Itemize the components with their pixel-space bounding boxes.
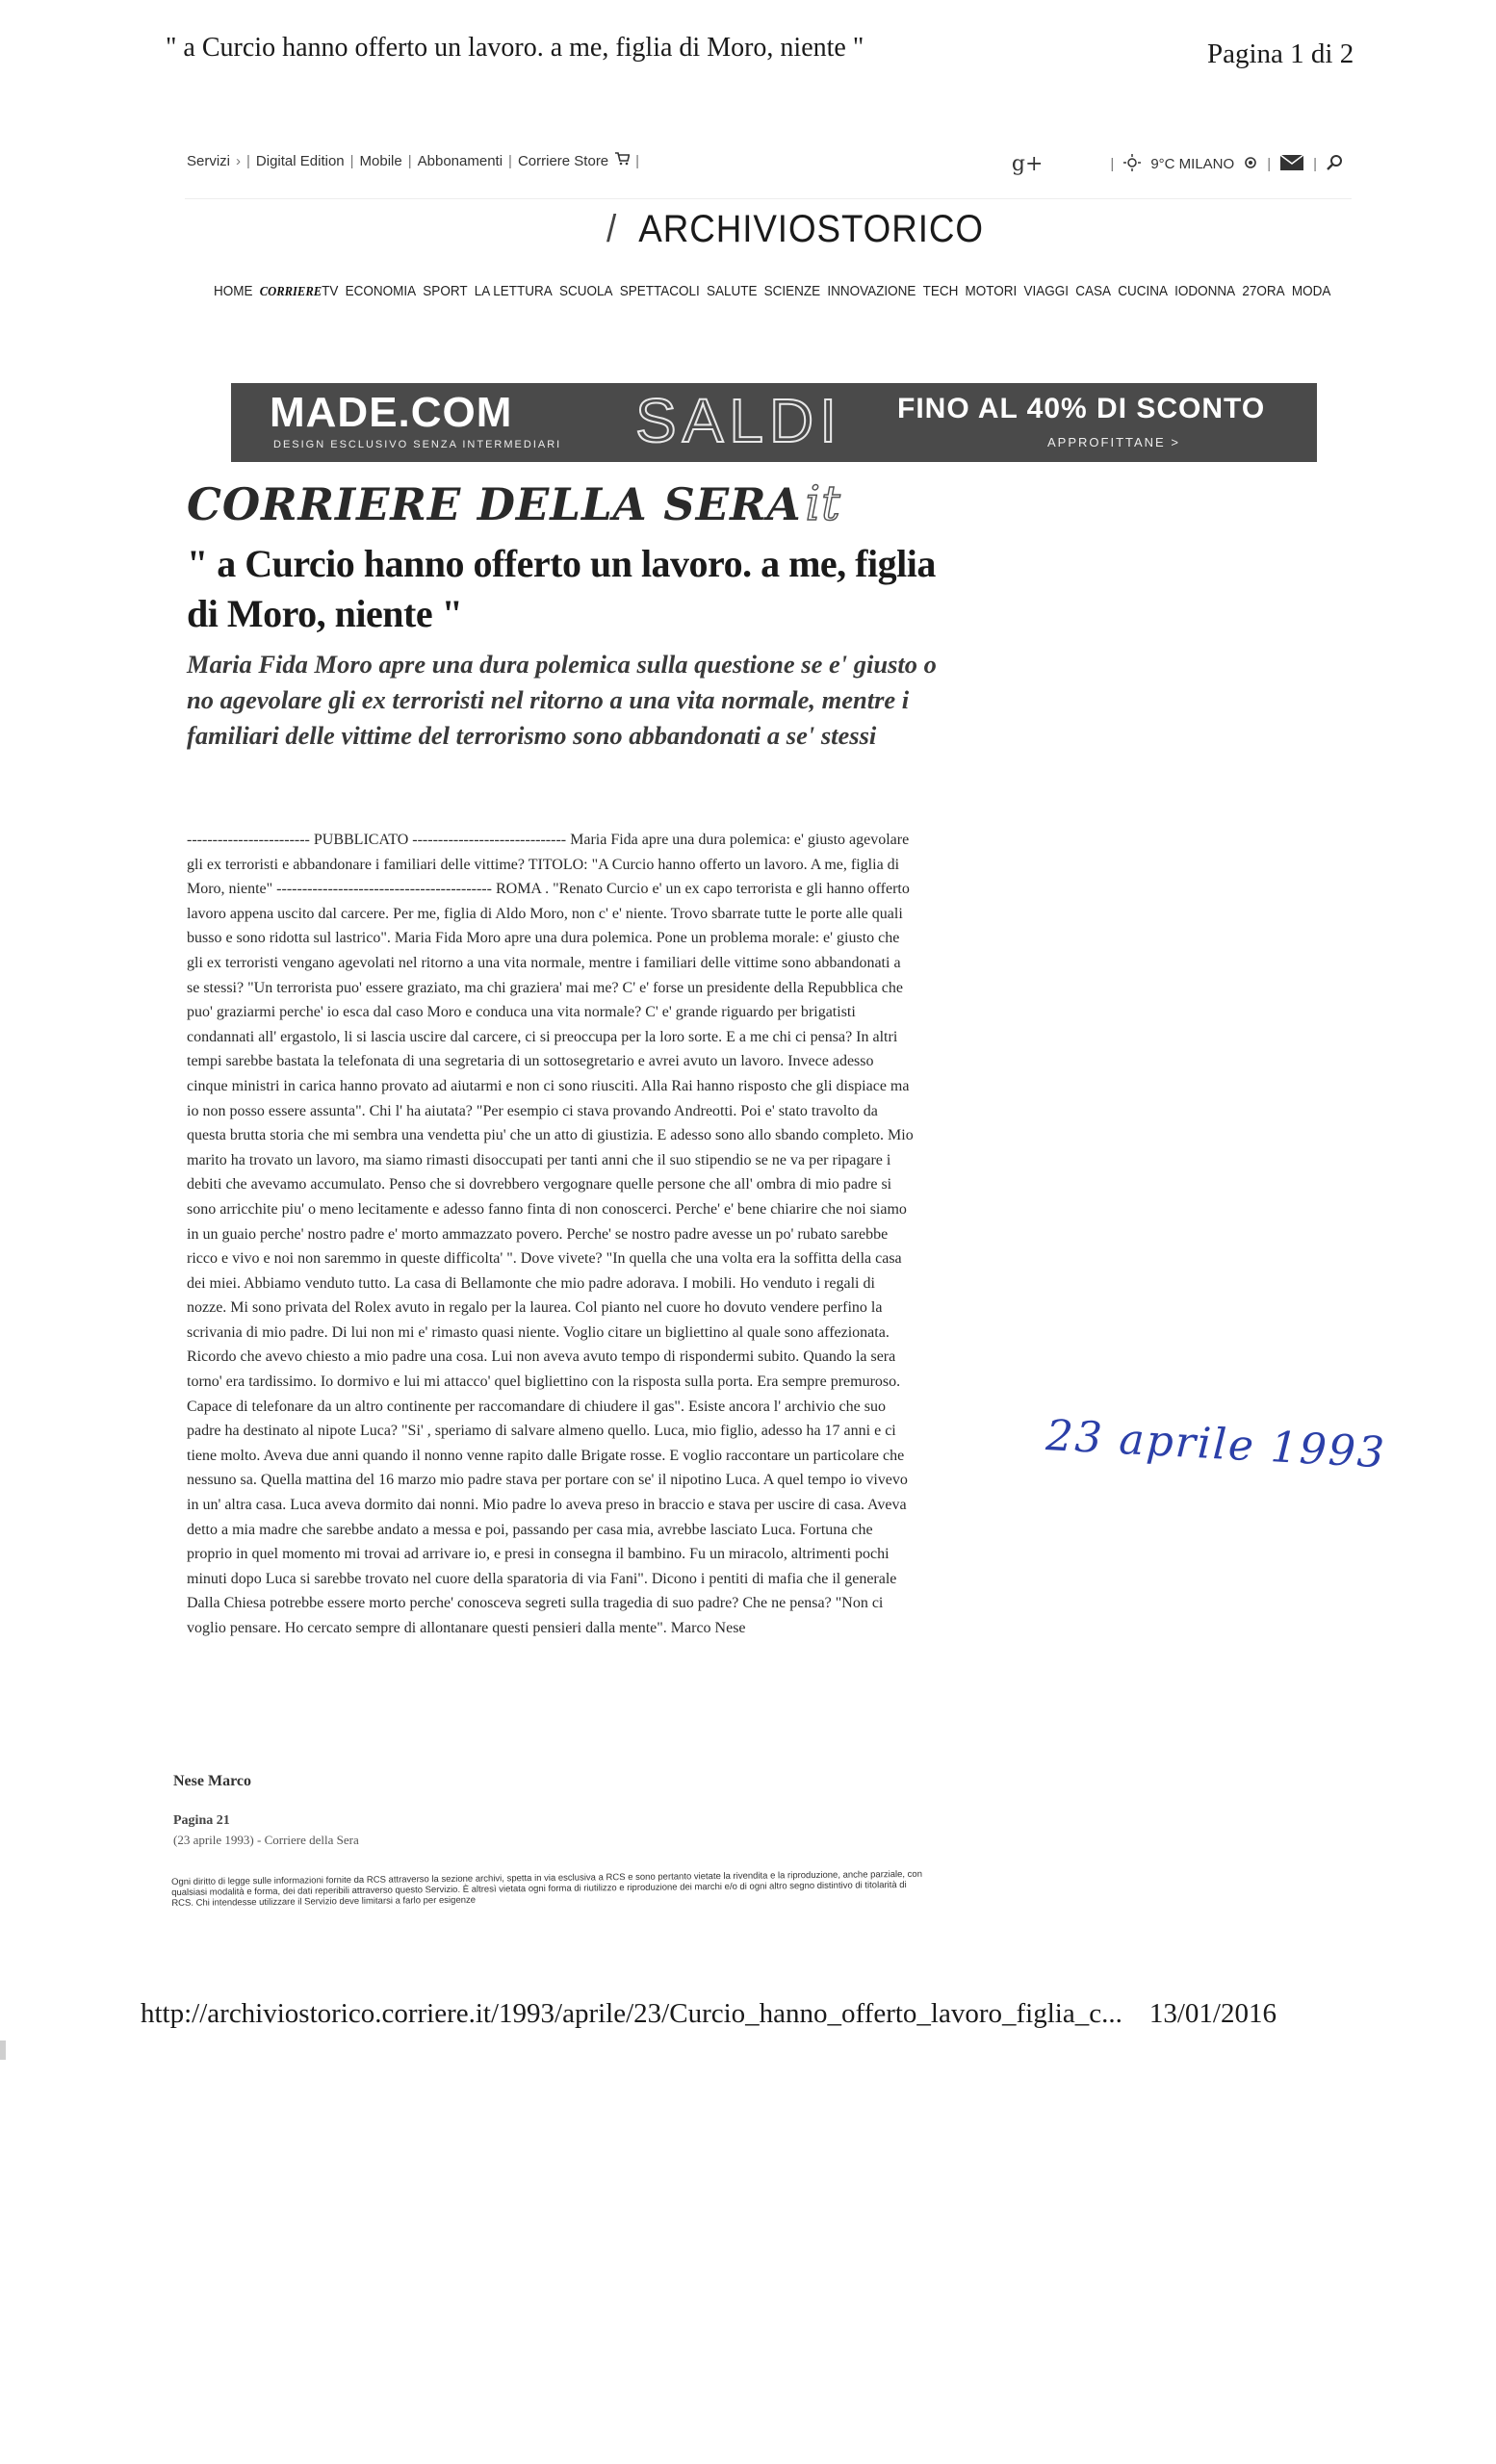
nav-item-27ora[interactable]: 27ORA xyxy=(1242,283,1285,299)
nav-item-motori[interactable]: MOTORI xyxy=(965,283,1018,299)
weather-readout[interactable]: 9°C MILANO xyxy=(1150,156,1235,172)
separator: | xyxy=(407,152,412,169)
nav-item-cucina[interactable]: CUCINA xyxy=(1118,283,1168,299)
ad-offer: FINO AL 40% DI SCONTO xyxy=(897,393,1266,424)
article-body: ------------------------ PUBBLICATO ------------------------------ Maria Fida apre una dura polemica: e' giusto agevolare gli ex terroristi e abbandonare i familiari delle vittime? TITOLO: "A Curcio hanno offerto un lavoro. A me, figlia di Moro, niente" ------------------------------------------ ROMA . "Renato Curcio e' un ex capo terrorista e gli hanno offerto lavoro appena uscito dal carcere. Per me, figlia di Aldo Moro, non c' e' niente. Trovo sbarrate tutte le porte alle quali busso e sono ridotta sul lastrico". Maria Fida Moro apre una dura polemica. Pone un problema morale: e' giusto che gli ex terroristi vengano agevolati nel ritorno a una vita normale, mentre i familiari delle vittime sono abbandonati a se stessi? "Un terrorista puo' essere graziato, ma chi graziera' mai me? C' e' forse un presidente della Repubblica che puo' graziarmi perche' io esca dal caso Moro e conduca una vita normale? C' e' grande riguardo per brigatisti condannati all' ergastolo, li si lascia uscire dal carcere, ci si preoccupa per la loro sorte. E a me chi ci pensa? In altri tempi sarebbe bastata la telefonata di una segretaria di un sottosegretario e avrei avuto un lavoro. Invece adesso cinque ministri in carica hanno provato ad aiutarmi e non ci sono riusciti. Alla Rai hanno risposto che gli dispiace ma io non posso essere assunta". Chi l' ha aiutata? "Per esempio ci stava provando Andreotti. Poi e' stato travolto da questa brutta storia che mi sembra una vendetta piu' che un atto di giustizia. E adesso sono allo sbando completo. Mio marito ha trovato un lavoro, ma siamo rimasti disoccupati per tanti anni che il suo stipendio se ne va per ripagare i debiti che avevamo accumulato. Penso che si dovrebbero vergognare quelle persone che all' ombra di mio padre si sono arricchite piu' o meno lecitamente e adesso fanno finta di non conoscerci. Perche' e' bene chiarire che noi siamo in un guaio perche' nostro padre e' morto ammazzato povero. Perche' se nostro padre avesse un po' rubato sarebbe ricco e vivo e noi non saremmo in queste difficolta' ". Dove vivete? "In quella che una volta era la soffitta della casa dei miei. Abbiamo venduto tutto. La casa di Bellamonte che mio padre adorava. I mobili. Ho venduto i regali di nozze. Mi sono privata del Rolex avuto in regalo per la laurea. Col pianto nel cuore ho dovuto vendere perfino la scrivania di mio padre. Di lui non mi e' rimasto quasi niente. Voglio citare un bigliettino al quale sono affezionata. Ricordo che avevo chiesto a mio padre una cosa. Lui non aveva avuto tempo di rispondermi subito. Quando la sera torno' era tardissimo. Io dormivo e lui mi attacco' quel bigliettino con la risposta sulla porta. Era sempre premuroso. Capace di telefonare da un altro continente per raccomandare di chiudere il gas". Esiste ancora l' archivio che suo padre ha destinato al nipote Luca? "Si' , speriamo di salvare almeno quello. Luca, mio figlio, adesso ha 17 anni e ci tiene molto. Aveva due anni quando il nonno venne rapito dalle Brigate rosse. E voglio raccontare un particolare che nessuno sa. Quella mattina del 16 marzo mio padre stava per portare con se' il nipotino Luca. A quel tempo io vivevo in un' altra casa. Luca aveva dormito dai nonni. Mio padre lo aveva preso in braccio e stava per uscire di casa. Aveva detto a mia madre che sarebbe andato a messa e poi, passando per casa mia, avrebbe lasciato Luca. Fortuna che proprio in quel momento mi trovai ad arrivare io, e presi in consegna il bambino. Fu un miracolo, altrimenti pochi minuti dopo Luca si sarebbe trovato nel cuore della sparatoria di via Fani". Dicono i pentiti di mafia che il generale Dalla Chiesa potrebbe essere morto perche' conosceva segreti sulla tragedia di suo padre? Che ne pensa? "Non ci voglio pensare. Ho cercato sempre di allontanare questi pensieri dalla mente". Marco Nese xyxy=(187,832,914,1636)
nav-item-innovazione[interactable]: INNOVAZIONE xyxy=(827,283,916,299)
print-footer xyxy=(141,1998,1277,2030)
nav-item-scuola[interactable]: SCUOLA xyxy=(559,283,613,299)
sun-icon xyxy=(1123,154,1141,175)
print-footer-date: 13/01/2016 xyxy=(1148,1998,1277,2029)
ad-cta[interactable]: APPROFITTANE > xyxy=(1047,435,1180,449)
newspaper-masthead xyxy=(187,475,841,531)
nav-item-corriere-tv[interactable] xyxy=(260,283,339,300)
article-subhead: Maria Fida Moro apre una dura polemica sulla questione se e' giusto o no agevolare gli ex terroristi nel ritorno a una vita normale, mentre i familiari delle vittime del terrorismo sono abbandonati a se' stessi xyxy=(187,650,937,750)
main-navigation xyxy=(214,283,1330,300)
print-header-title: " a Curcio hanno offerto un lavoro. a me, figlia di Moro, niente " xyxy=(166,33,864,63)
ad-banner[interactable] xyxy=(231,383,1317,462)
article-page-ref: Pagina 21 xyxy=(173,1813,230,1828)
nav-item-sport[interactable]: SPORT xyxy=(423,283,468,299)
nav-item-viaggi[interactable]: VIAGGI xyxy=(1023,283,1070,299)
utility-links xyxy=(187,152,639,169)
ad-saldi: SALDI xyxy=(635,386,842,455)
scan-edge-mark xyxy=(0,2040,6,2060)
chevron-right-icon: › xyxy=(236,152,242,169)
utility-link-digital-edition[interactable]: Digital Edition xyxy=(255,152,345,169)
article-date-source: (23 aprile 1993) - Corriere della Sera xyxy=(173,1833,359,1847)
utility-link-servizi[interactable]: Servizi xyxy=(187,152,231,169)
nav-item-home[interactable]: HOME xyxy=(214,283,253,299)
separator: | xyxy=(246,152,250,169)
corriere-tv-logo: CORRIERE xyxy=(259,285,322,299)
legal-disclaimer: Ogni diritto di legge sulle informazioni fornite da RCS attraverso la sezione archivi, spetta in via esclusiva a RCS e sono pertanto vietate la rivendita e la riproduzione, anche parziale, con qualsiasi modalità e forma, dei dati reperibili attraverso questo Servizio. È altresì vietata ogni forma di riutilizzo e riproduzione dei marchi e/o di ogni altro segno distintivo di titolarità di RCS. Chi intendesse utilizzare il Servizio deve limitarsi a farlo per esigenze xyxy=(171,1868,923,1909)
tv-suffix: TV xyxy=(322,283,339,299)
separator: | xyxy=(349,152,354,169)
google-plus-icon[interactable]: g+ xyxy=(1011,152,1044,176)
search-icon[interactable] xyxy=(1327,154,1344,175)
nav-item-casa[interactable]: CASA xyxy=(1075,283,1112,299)
nav-item-economia[interactable]: ECONOMIA xyxy=(345,283,417,299)
masthead-name: CORRIERE DELLA SERA xyxy=(187,478,802,530)
separator: | xyxy=(1313,156,1317,172)
print-pagination: Pagina 1 di 2 xyxy=(1207,38,1354,69)
nav-item-tech[interactable]: TECH xyxy=(922,283,959,299)
print-footer-url: http://archiviostorico.corriere.it/1993/aprile/23/Curcio_hanno_offerto_lavoro_figlia_c... xyxy=(141,1998,1122,2029)
separator: | xyxy=(1110,156,1115,172)
utility-right xyxy=(1012,152,1344,176)
utility-link-corriere-store[interactable]: Corriere Store xyxy=(517,152,609,169)
separator: | xyxy=(635,152,640,169)
nav-item-la-lettura[interactable]: LA LETTURA xyxy=(474,283,553,299)
nav-item-iodonna[interactable]: IODONNA xyxy=(1174,283,1236,299)
site-logo-text: ARCHIVIOSTORICO xyxy=(638,208,984,250)
ad-brand: MADE.COM xyxy=(270,389,513,436)
handwritten-date-note: 23 aprile 1993 xyxy=(1045,1411,1388,1478)
slash-mark: / xyxy=(606,208,618,250)
nav-item-spettacoli[interactable]: SPETTACOLI xyxy=(619,283,700,299)
article-byline: Nese Marco xyxy=(173,1773,251,1789)
nav-item-salute[interactable]: SALUTE xyxy=(706,283,758,299)
nav-item-scienze[interactable]: SCIENZE xyxy=(763,283,821,299)
article-headline: " a Curcio hanno offerto un lavoro. a me, figlia di Moro, niente " xyxy=(187,542,936,635)
top-utility-bar xyxy=(185,144,1352,199)
site-logo[interactable] xyxy=(606,208,984,251)
utility-link-mobile[interactable]: Mobile xyxy=(359,152,402,169)
nav-item-moda[interactable]: MODA xyxy=(1291,283,1331,299)
mail-icon[interactable] xyxy=(1280,155,1303,174)
utility-link-abbonamenti[interactable]: Abbonamenti xyxy=(417,152,503,169)
cart-icon[interactable] xyxy=(614,152,630,169)
separator: | xyxy=(1267,156,1272,172)
ad-tagline: DESIGN ESCLUSIVO SENZA INTERMEDIARI xyxy=(273,439,562,450)
gear-icon[interactable] xyxy=(1244,156,1257,173)
separator: | xyxy=(508,152,512,169)
masthead-suffix: it xyxy=(805,475,841,531)
